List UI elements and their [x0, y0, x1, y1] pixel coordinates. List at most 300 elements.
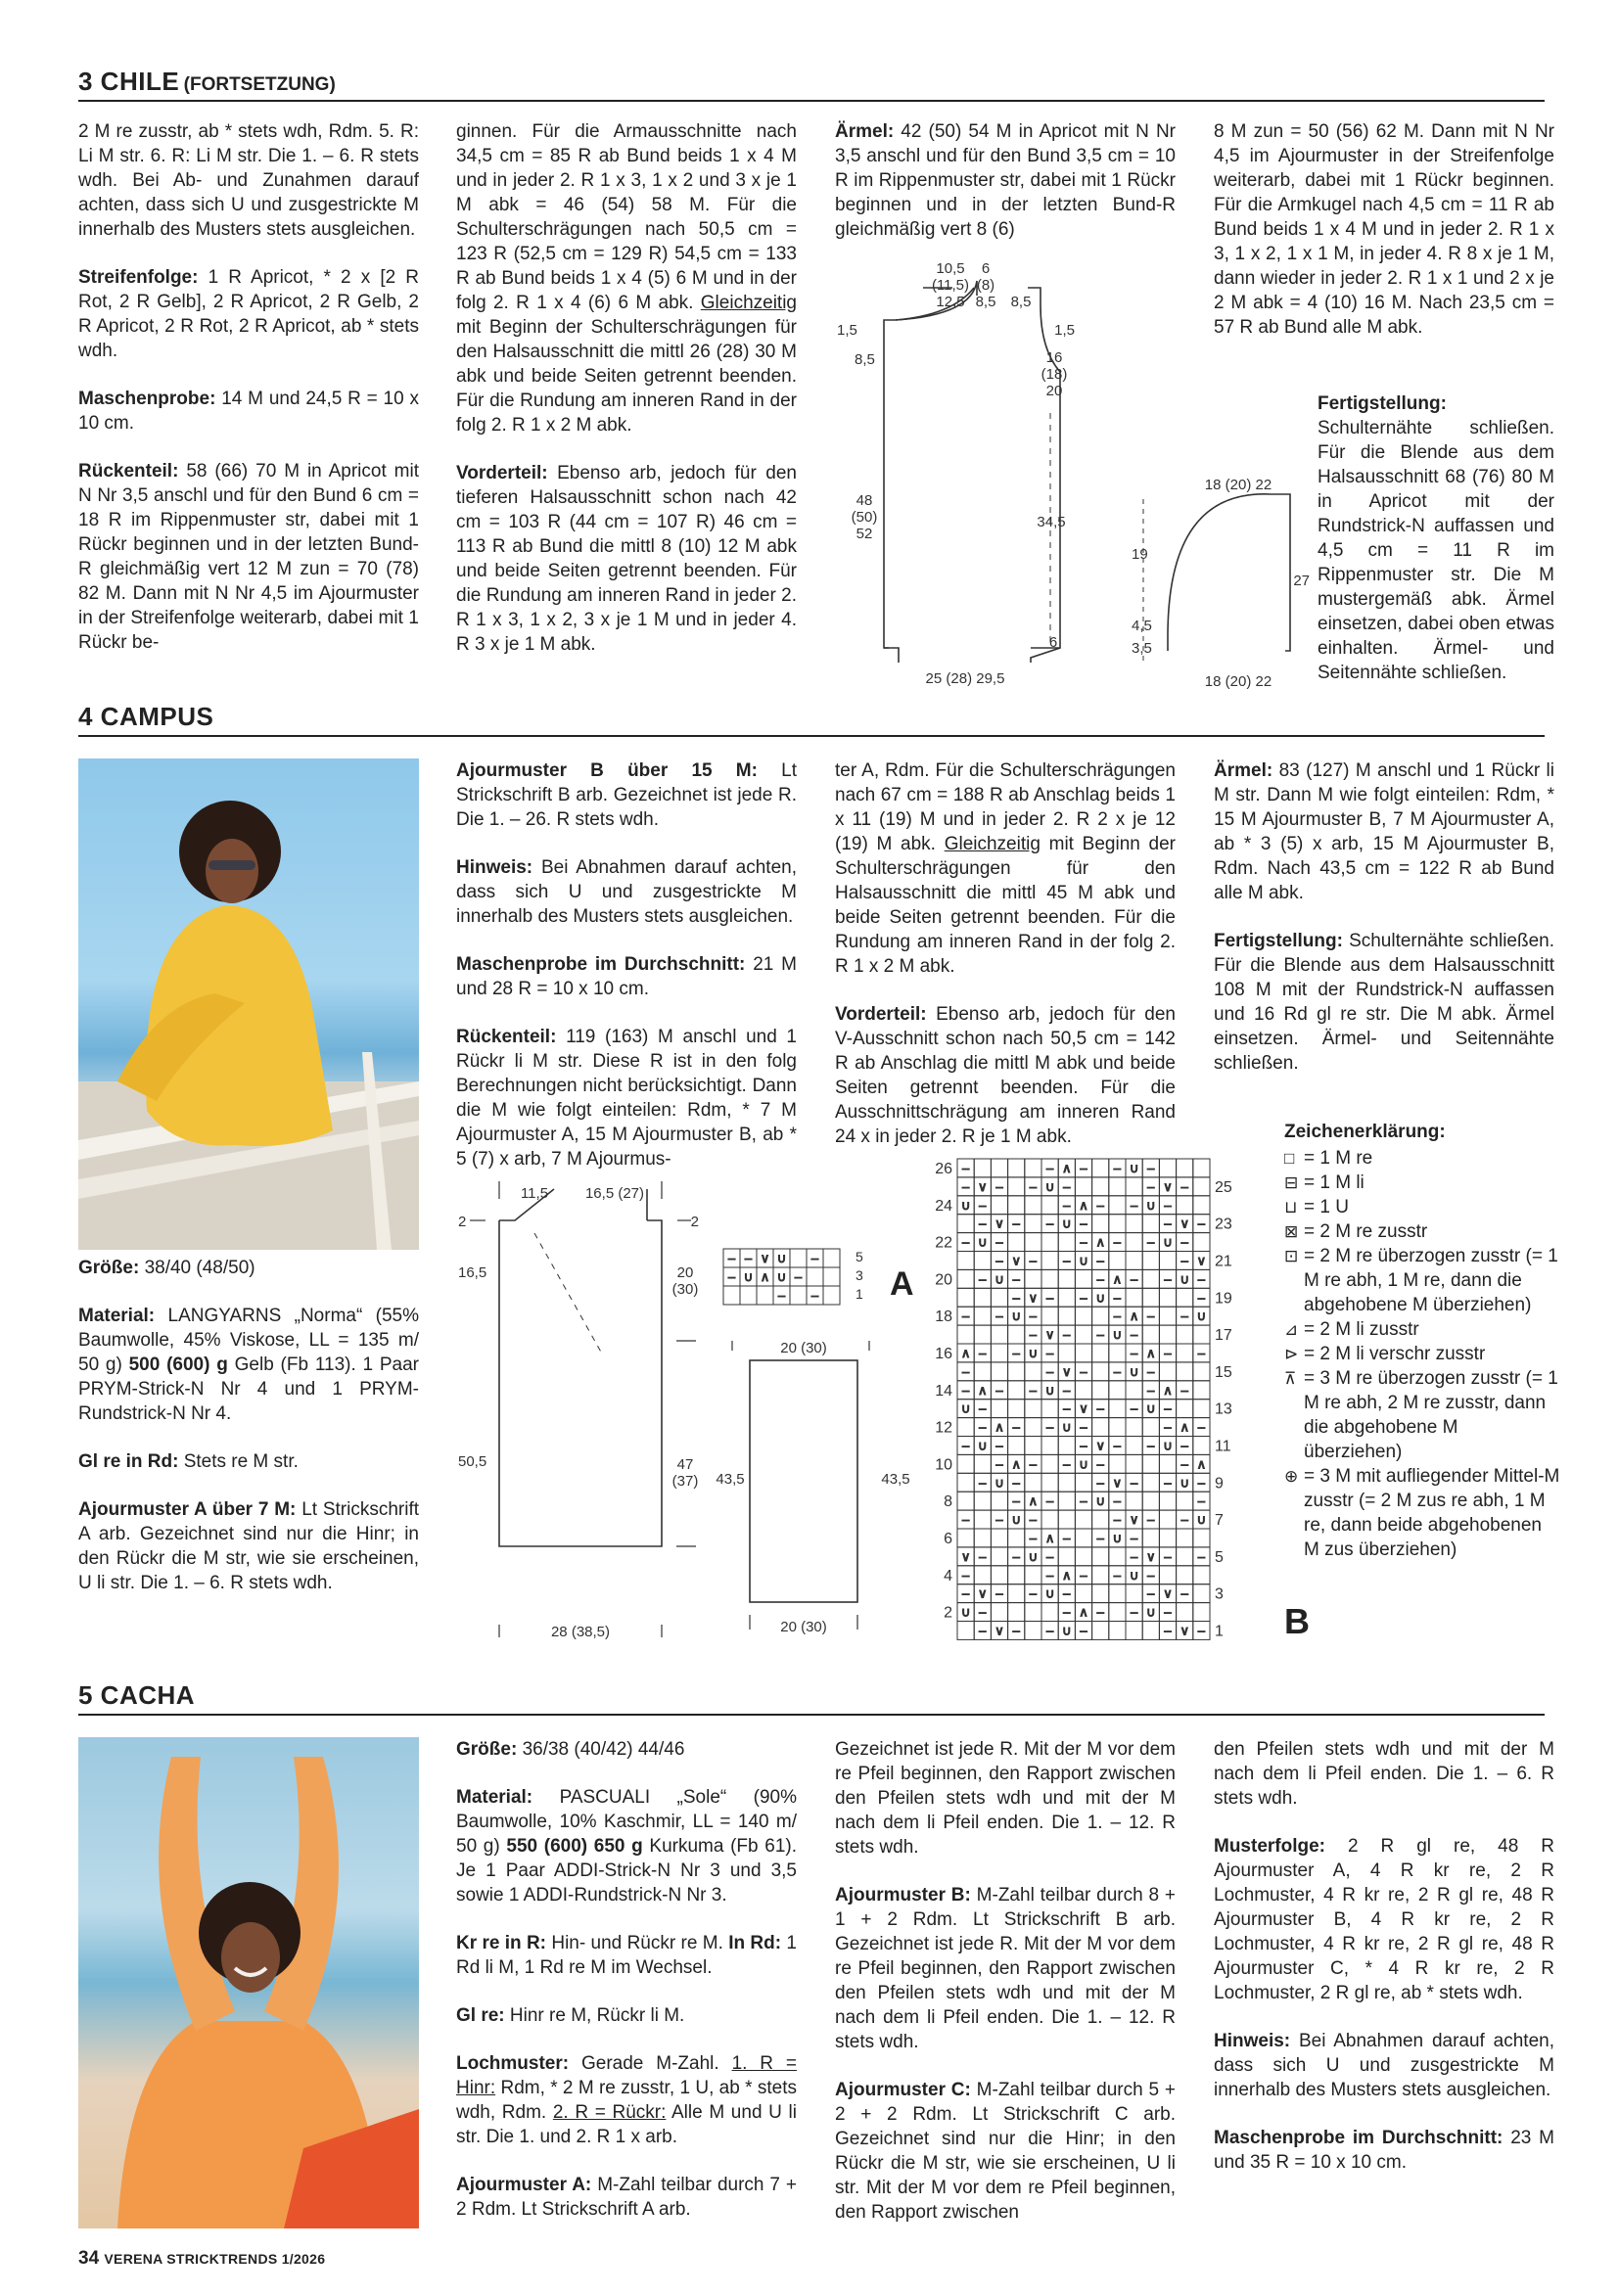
chart-cell: [1159, 1325, 1176, 1344]
chart-cell: [1092, 1547, 1109, 1566]
chart-symbol: ∪: [1044, 1585, 1055, 1601]
chart-symbol: –: [979, 1216, 987, 1231]
row-number: 5: [856, 1249, 863, 1264]
chart-cell: [1008, 1529, 1025, 1547]
section-title: 3 CHILE: [78, 67, 180, 96]
chart-cell: [1025, 1159, 1041, 1177]
chart-cell: [1092, 1215, 1109, 1233]
cacha-col-1: [456, 1737, 797, 2245]
chart-cell: [1109, 1418, 1126, 1437]
chart-symbol: –: [744, 1251, 753, 1265]
chart-symbol: –: [1096, 1253, 1104, 1268]
chart-symbol: –: [1080, 1567, 1087, 1583]
chart-cell: [1159, 1252, 1176, 1270]
chart-cell: [1075, 1473, 1091, 1492]
chart-cell: [1075, 1510, 1091, 1529]
chart-symbol: ∨: [1163, 1178, 1173, 1194]
chart-cell: [1193, 1381, 1210, 1400]
row-number: 4: [944, 1567, 952, 1584]
legend-item: ⊕ = 3 M mit aufliegender Mittel-M zusstr (= 2 M zus re abh, 1 M re, dann beide abgehobenen M zus überziehen): [1284, 1466, 1560, 1560]
legend-item: ⊿ = 2 M li zusstr: [1284, 1319, 1419, 1340]
legend-title: Zeichenerklärung:: [1284, 1122, 1446, 1142]
chart-cell: [957, 1492, 974, 1510]
chart-symbol: –: [1197, 1419, 1206, 1435]
chart-cell: [974, 1362, 991, 1381]
chart-symbol: –: [1113, 1512, 1122, 1528]
dim-label: 1,5: [837, 322, 857, 339]
paragraph: Fertigstellung: Schulternähte schließen. Für die Blende aus dem Halsausschnitt 108 M mit der Rundstrick-N auffassen und 16 Rd gl re str. Die M abk. Ärmel einsetzen. Ärmel- und Seitennähte schließen.: [1214, 931, 1555, 1074]
chart-symbol: ∨: [995, 1216, 1004, 1231]
chart-cell: [1159, 1529, 1176, 1547]
dim-label: 34,5: [1037, 514, 1066, 530]
chart-cell: [991, 1400, 1007, 1418]
chart-cell: [1058, 1307, 1075, 1325]
chart-cell: [1025, 1196, 1041, 1215]
chart-cell: [1126, 1288, 1142, 1307]
chart-symbol: –: [1029, 1531, 1038, 1545]
chart-cell: [1193, 1584, 1210, 1603]
chart-symbol: ∪: [1079, 1456, 1088, 1472]
campus-body-schematic: [456, 1179, 711, 1649]
chart-cell: [1075, 1584, 1091, 1603]
chart-symbol: –: [1113, 1493, 1122, 1509]
row-number: 20: [935, 1271, 952, 1289]
chart-symbol: –: [1130, 1475, 1138, 1491]
chart-symbol: ∧: [960, 1346, 971, 1360]
chart-cell: [957, 1269, 974, 1288]
dim-label: 6: [981, 260, 991, 277]
chart-symbol: ∨: [1028, 1290, 1039, 1306]
chart-cell: [1025, 1269, 1041, 1288]
chart-cell: [1008, 1437, 1025, 1455]
chart-a: [721, 1243, 927, 1316]
chart-cell: [1092, 1566, 1109, 1584]
chart-symbol: –: [1045, 1548, 1054, 1564]
section-header-chile: [78, 67, 1545, 102]
chart-symbol: –: [1180, 1456, 1188, 1472]
chart-symbol: –: [995, 1309, 1003, 1324]
dim-label: 19: [1132, 546, 1148, 563]
chart-cell: [1008, 1177, 1025, 1196]
chart-cell: [757, 1286, 773, 1305]
chart-cell: [1159, 1510, 1176, 1529]
chart-cell: [1092, 1622, 1109, 1640]
chart-cell: [1177, 1325, 1193, 1344]
paragraph: Ärmel: 83 (127) M anschl und 1 Rückr li M str. Dann M wie folgt einteilen: Rdm, * 15 M Ajourmuster B, 7 M Ajourmuster A, ab * 3 (5) x arb, 15 M Ajourmuster B, Rdm. Nach 43,5 cm = 122 R ab Bund alle M abk.: [1214, 760, 1554, 903]
yarn-over-icon: ⊔: [1284, 1198, 1298, 1217]
chart-symbol: –: [1080, 1438, 1087, 1453]
magazine-name: VERENA STRICKTRENDS 1/2026: [104, 2251, 326, 2267]
chart-symbol: –: [961, 1363, 970, 1379]
legend-item: □ = 1 M re: [1284, 1148, 1373, 1169]
chart-symbol: –: [1113, 1234, 1122, 1250]
paragraph: Ajourmuster C: M-Zahl teilbar durch 5 + 2 + 2 Rdm. Lt Strickschrift C arb. Gezeichnet sind nur die Hinr; in den Rückr die M str, wie sie erscheinen, U li str. Mit der M vor dem re Pfeil beginnen, den Rapport zwischen: [835, 2080, 1177, 2223]
chart-cell: [1025, 1473, 1041, 1492]
chart-symbol: –: [1080, 1161, 1087, 1175]
dim-label: (11,5): [931, 277, 970, 294]
page-number: 34: [78, 2248, 100, 2269]
dim-label: 47: [676, 1456, 694, 1473]
chart-symbol: –: [1045, 1216, 1054, 1231]
chart-cell: [1058, 1344, 1075, 1362]
paragraph: Lochmuster: Gerade M-Zahl. 1. R = Hinr: Rdm, * 2 M re zusstr, 1 U, ab * stets wdh, Rdm. 2. R = Rückr: Alle M und U li str. Die 1. und 2. R 1 x arb.: [456, 2053, 798, 2147]
chart-b: [920, 1155, 1253, 1644]
paragraph: Ärmel: 42 (50) 54 M in Apricot mit N Nr 3,5 anschl und für den Bund 3,5 cm = 10 R im Rippenmuster str, dabei mit 1 Rückr beginnen und in der letzten Bund-R gleichmäßig vert 8 (6): [835, 121, 1176, 240]
dim-label: 12,5: [936, 294, 965, 310]
chart-symbol: –: [1164, 1604, 1172, 1620]
chart-symbol: –: [1012, 1623, 1020, 1638]
dim-label: 20: [676, 1264, 694, 1281]
row-number: 18: [935, 1309, 952, 1326]
chart-symbol: –: [1197, 1346, 1206, 1360]
paragraph: Ajourmuster B über 15 M: Lt Strickschrift B arb. Gezeichnet ist jede R. Die 1. – 26. R stets wdh.: [456, 760, 797, 830]
paragraph: Material: LANGYARNS „Norma“ (55% Baumwolle, 45% Viskose, LL = 135 m/ 50 g) 500 (600) g Gelb (Fb 113). 1 Paar PRYM-Strick-N Nr 4 und 1 PRYM-Rundstrick-N Nr 4.: [78, 1306, 420, 1424]
row-number: 1: [1215, 1623, 1224, 1640]
row-number: 13: [1215, 1401, 1232, 1418]
chart-symbol: –: [1113, 1290, 1122, 1306]
chart-cell: [1075, 1344, 1091, 1362]
chart-cell: [1075, 1325, 1091, 1344]
chart-cell: [1025, 1362, 1041, 1381]
chart-symbol: –: [1012, 1346, 1020, 1360]
chart-cell: [957, 1288, 974, 1307]
chart-cell: [974, 1252, 991, 1270]
chart-symbol: ∨: [978, 1585, 988, 1601]
row-number: 16: [935, 1346, 952, 1362]
chart-symbol: –: [1063, 1456, 1071, 1472]
chart-cell: [1109, 1400, 1126, 1418]
chart-cell: [1193, 1325, 1210, 1344]
chart-symbol: ∧: [1079, 1604, 1088, 1620]
chart-symbol: ∪: [1062, 1419, 1072, 1435]
chart-symbol: –: [1147, 1438, 1155, 1453]
chart-cell: [1109, 1547, 1126, 1566]
chart-symbol: –: [1147, 1178, 1155, 1194]
section-title: 5 CACHA: [78, 1680, 196, 1710]
chart-symbol: ∪: [1062, 1623, 1072, 1638]
chart-symbol: –: [995, 1382, 1003, 1398]
chart-cell: [1008, 1400, 1025, 1418]
legend-item: ⊳ = 2 M li verschr zusstr: [1284, 1344, 1486, 1364]
paragraph: Vorderteil: Ebenso arb, jedoch für den V-Ausschnitt schon nach 50,5 cm = 142 R ab Anschlag die mittl M abk und beide Seiten getrennt beenden. Für die Ausschnittschrägung am inneren Rand 24 x in jeder 2. R je 1 M abk.: [835, 1004, 1176, 1147]
chart-cell: [1126, 1252, 1142, 1270]
paragraph: Rückenteil: 119 (163) M anschl und 1 Rückr li M str. Diese R ist in den folg Berechnungen nicht berücksichtigt. Dann die M wie folgt einteilen: Rdm, * 7 M Ajourmuster A, 15 M Ajourmuster B, ab * 5 (7) x arb, 7 M Ajourmus-: [456, 1027, 797, 1170]
chart-symbol: –: [1029, 1382, 1038, 1398]
chart-symbol: –: [961, 1161, 970, 1175]
chart-symbol: –: [1197, 1475, 1206, 1491]
chart-symbol: –: [961, 1309, 970, 1324]
chart-cell: [1126, 1177, 1142, 1196]
row-number: 6: [944, 1531, 952, 1547]
paragraph: Material: PASCUALI „Sole“ (90% Baumwolle, 10% Kaschmir, LL = 140 m/ 50 g) 550 (600) 650 g Kurkuma (Fb 61). Je 1 Paar ADDI-Strick-N Nr 3 und 3,5 sowie 1 ADDI-Rundstrick-N Nr 3.: [456, 1787, 798, 1906]
chart-symbol: ∪: [1146, 1401, 1156, 1416]
paragraph: Gezeichnet ist jede R. Mit der M vor dem re Pfeil beginnen, den Rapport zwischen den Pfeilen stets wdh und mit der M nach dem li Pfeil enden. Die 1. – 12. R stets wdh.: [835, 1739, 1176, 1858]
chart-symbol: ∧: [1011, 1456, 1021, 1472]
chart-symbol: ∨: [978, 1178, 988, 1194]
chart-cell: [1008, 1566, 1025, 1584]
chart-symbol: ∨: [1079, 1401, 1088, 1416]
chart-cell: [1092, 1177, 1109, 1196]
chart-cell: [1126, 1437, 1142, 1455]
chart-symbol: –: [1063, 1327, 1071, 1343]
chart-cell: [1109, 1344, 1126, 1362]
dim-label: 27: [1293, 573, 1310, 589]
chart-cell: [1177, 1362, 1193, 1381]
legend-item: ⊼ = 3 M re überzogen zusstr (= 1 M re abh, 2 M re zusstr, dann die abgehobene M überziehen): [1284, 1368, 1558, 1462]
paragraph: Größe: 36/38 (40/42) 44/46: [456, 1739, 685, 1760]
chart-cell: [1092, 1159, 1109, 1177]
chart-symbol: –: [1180, 1512, 1188, 1528]
chart-symbol: ∪: [1062, 1216, 1072, 1231]
chart-symbol: –: [1096, 1604, 1104, 1620]
chart-symbol: –: [1045, 1290, 1054, 1306]
paragraph: Kr re in R: Hin- und Rückr re M. In Rd: 1 Rd li M, 1 Rd re M im Wechsel.: [456, 1933, 797, 1978]
chart-cell: [1041, 1603, 1058, 1622]
chart-cell: [974, 1492, 991, 1510]
chart-cell: [1025, 1437, 1041, 1455]
chart-symbol: –: [1029, 1585, 1038, 1601]
paragraph: Größe: 38/40 (48/50): [78, 1258, 255, 1278]
chart-cell: [740, 1286, 757, 1305]
chart-cell: [957, 1529, 974, 1547]
chart-symbol: –: [1164, 1401, 1172, 1416]
chart-symbol: –: [1164, 1548, 1172, 1564]
chart-symbol: ∪: [776, 1251, 787, 1265]
dim-label: 16: [1045, 349, 1063, 366]
chart-cell: [723, 1286, 740, 1305]
chart-cell: [790, 1249, 807, 1267]
chart-cell: [1159, 1159, 1176, 1177]
chart-symbol: ∪: [1011, 1512, 1021, 1528]
chart-symbol: ∪: [1095, 1493, 1105, 1509]
dim-label: 20 (30): [780, 1619, 827, 1635]
chart-cell: [1142, 1473, 1159, 1492]
chart-symbol: ∪: [1028, 1548, 1039, 1564]
chart-symbol: –: [1045, 1493, 1054, 1509]
chart-cell: [1008, 1233, 1025, 1252]
chart-cell: [1126, 1418, 1142, 1437]
chart-symbol: ∨: [1129, 1512, 1139, 1528]
chart-symbol: –: [1080, 1234, 1087, 1250]
row-number: 2: [944, 1604, 952, 1622]
chart-symbol: ∪: [1163, 1438, 1173, 1453]
chart-symbol: –: [1147, 1585, 1155, 1601]
chart-symbol: ∧: [1180, 1419, 1189, 1435]
section-header-cacha: [78, 1680, 1545, 1716]
knit-icon: □: [1284, 1149, 1295, 1168]
legend: [1284, 1120, 1560, 1562]
chart-symbol: ∪: [1129, 1567, 1139, 1583]
chart-symbol: ∪: [1112, 1327, 1123, 1343]
chart-symbol: –: [1096, 1456, 1104, 1472]
paragraph: Maschenprobe: 14 M und 24,5 R = 10 x 10 cm.: [78, 389, 419, 434]
row-number: 3: [856, 1267, 863, 1283]
paragraph: Vorderteil: Ebenso arb, jedoch für den tieferen Halsausschnitt schon nach 42 cm = 103 R (44 cm = 107 R) 46 cm = 113 R ab Bund die mittl 8 (10) 12 M abk und beide Seiten getrennt beenden. Für die Rundung am inneren Rand in jeder 2. R 1 x 3, 1 x 2, 3 x je 1 M und in jeder 4. R 3 x je 1 M abk.: [456, 463, 797, 655]
chart-symbol: –: [1045, 1363, 1054, 1379]
row-number: 8: [944, 1493, 952, 1511]
chart-cell: [1159, 1566, 1176, 1584]
dim-label: (18): [1041, 366, 1068, 383]
chart-symbol: ∨: [1062, 1363, 1072, 1379]
chart-symbol: ∪: [1112, 1531, 1123, 1545]
chart-cell: [1041, 1307, 1058, 1325]
chart-cell: [1159, 1307, 1176, 1325]
chart-symbol: –: [979, 1401, 987, 1416]
chart-cell: [1109, 1381, 1126, 1400]
chart-cell: [1041, 1196, 1058, 1215]
chart-cell: [1193, 1233, 1210, 1252]
campus-col-1: [78, 1256, 419, 1619]
chart-cell: [974, 1566, 991, 1584]
chart-symbol: –: [777, 1288, 786, 1303]
chart-symbol: –: [810, 1251, 819, 1265]
row-number: 14: [935, 1382, 952, 1400]
chart-cell: [1177, 1566, 1193, 1584]
cacha-col-2: [835, 1737, 1176, 2248]
campus-col-3: [835, 758, 1176, 1172]
chart-symbol: –: [1063, 1197, 1071, 1213]
chart-symbol: –: [1113, 1438, 1122, 1453]
chart-symbol: –: [1164, 1271, 1172, 1287]
chart-symbol: –: [1080, 1290, 1087, 1306]
chart-cell: [1058, 1233, 1075, 1252]
chart-cell: [1075, 1547, 1091, 1566]
chart-cell: [1159, 1492, 1176, 1510]
paragraph: Ajourmuster A: M-Zahl teilbar durch 7 + 2 Rdm. Lt Strickschrift A arb.: [456, 2175, 798, 2220]
chart-symbol: –: [1147, 1382, 1155, 1398]
campus-photo: [78, 758, 419, 1250]
chart-symbol: –: [727, 1269, 736, 1284]
p2tog-tbl-icon: ⊳: [1284, 1345, 1299, 1363]
chart-symbol: –: [1147, 1234, 1155, 1250]
chart-symbol: –: [1029, 1253, 1038, 1268]
chart-symbol: –: [1130, 1271, 1138, 1287]
chart-symbol: ∨: [1044, 1327, 1055, 1343]
paragraph: den Pfeilen stets wdh und mit der M nach dem li Pfeil enden. Die 1. – 6. R stets wdh.: [1214, 1739, 1554, 1809]
chart-symbol: –: [1147, 1512, 1155, 1528]
chart-symbol: –: [1096, 1531, 1104, 1545]
chart-cell: [1142, 1454, 1159, 1473]
dim-label: 20 (30): [780, 1340, 827, 1356]
paragraph: Gl re: Hinr re M, Rückr li M.: [456, 2005, 685, 2026]
chart-cell: [1177, 1529, 1193, 1547]
paragraph: Fertigstellung: Schulternähte schließen. Für die Blende aus dem Halsausschnitt 68 (76) 80 M in Apricot mit der Rundstrick-N auffassen und 4,5 cm = 11 R im Rippenmuster str. Die M mustergemäß abk. Ärmel einsetzen, dabei oben etwas einhalten. Ärmel- und Seitennähte schließen.: [1318, 393, 1554, 683]
chart-symbol: ∪: [1079, 1253, 1088, 1268]
paragraph: Musterfolge: 2 R gl re, 48 R Ajourmuster A, 4 R kr re, 2 R Lochmuster, 4 R kr re, 2 R gl re, 48 R Ajourmuster B, 4 R kr re, 2 R Lochmuster, 4 R kr re, 2 R gl re, 48 R Ajourmuster C, * 4 R kr re, 2 R Lochmuster, 2 R gl re, ab * stets wdh.: [1214, 1836, 1554, 2003]
chart-symbol: ∧: [1129, 1309, 1139, 1324]
chart-cell: [1109, 1622, 1126, 1640]
chart-symbol: –: [1012, 1493, 1020, 1509]
p2tog-icon: ⊿: [1284, 1320, 1299, 1339]
chart-cell: [1025, 1418, 1041, 1437]
dim-label: (30): [671, 1281, 699, 1298]
dim-label: 52: [856, 526, 873, 542]
chart-symbol: ∨: [1180, 1216, 1189, 1231]
chart-symbol: ∪: [1129, 1161, 1139, 1175]
chart-symbol: ∧: [1062, 1567, 1072, 1583]
chart-symbol: –: [1012, 1271, 1020, 1287]
legend-item: ⊠ = 2 M re zusstr: [1284, 1221, 1428, 1242]
chart-cell: [1177, 1492, 1193, 1510]
chart-symbol: –: [1096, 1271, 1104, 1287]
chart-cell: [1075, 1177, 1091, 1196]
chart-symbol: –: [1147, 1363, 1155, 1379]
chart-symbol: ∧: [978, 1382, 988, 1398]
dim-label: 1,5: [1054, 322, 1075, 339]
sk2p-icon: ⊼: [1284, 1369, 1297, 1388]
chart-cell: [1193, 1566, 1210, 1584]
ssk-icon: ⊡: [1284, 1247, 1299, 1265]
chart-symbol: –: [1063, 1401, 1071, 1416]
chart-cell: [957, 1418, 974, 1437]
row-number: 25: [1215, 1178, 1232, 1196]
row-number: 1: [856, 1286, 863, 1302]
chart-cell: [1109, 1584, 1126, 1603]
chart-symbol: –: [1130, 1197, 1138, 1213]
chart-symbol: –: [1045, 1161, 1054, 1175]
chart-cell: [1142, 1252, 1159, 1270]
chile-col-4: [1214, 119, 1554, 363]
chart-cell: [1177, 1196, 1193, 1215]
chart-cell: [1041, 1437, 1058, 1455]
dim-label: 16,5 (27): [584, 1185, 645, 1202]
chart-cell: [1126, 1215, 1142, 1233]
chart-symbol: –: [1063, 1382, 1071, 1398]
dim-label: 3,5: [1132, 640, 1152, 657]
chart-symbol: ∧: [1163, 1382, 1173, 1398]
dim-label: 8,5: [1010, 294, 1032, 310]
dim-label: 8,5: [855, 351, 875, 368]
chart-cell: [823, 1267, 840, 1286]
chart-symbol: ∪: [1044, 1382, 1055, 1398]
cacha-col-3: [1214, 1737, 1554, 2198]
chart-symbol: –: [1164, 1475, 1172, 1491]
chart-cell: [1193, 1400, 1210, 1418]
chart-symbol: –: [995, 1438, 1003, 1453]
row-number: 15: [1215, 1363, 1232, 1381]
dim-label: 18 (20) 22: [1204, 477, 1272, 493]
chart-cell: [1041, 1510, 1058, 1529]
chart-symbol: –: [1197, 1548, 1206, 1564]
chart-symbol: ∧: [1112, 1271, 1123, 1287]
chart-symbol: –: [1130, 1548, 1138, 1564]
chart-cell: [974, 1325, 991, 1344]
chart-symbol: ∪: [1180, 1271, 1189, 1287]
chart-cell: [991, 1603, 1007, 1622]
chart-symbol: –: [1080, 1216, 1087, 1231]
chart-cell: [974, 1307, 991, 1325]
chart-symbol: –: [1130, 1531, 1138, 1545]
dim-label: 18 (20) 22: [1204, 673, 1272, 690]
chart-symbol: –: [1063, 1604, 1071, 1620]
row-number: 10: [935, 1456, 952, 1474]
chart-symbol: ∪: [978, 1234, 988, 1250]
chart-cell: [1109, 1196, 1126, 1215]
dim-label: (37): [671, 1473, 699, 1490]
chart-symbol: ∨: [760, 1251, 770, 1265]
chart-symbol: ∪: [960, 1401, 971, 1416]
purl-icon: ⊟: [1284, 1173, 1299, 1192]
chart-symbol: ∨: [1196, 1253, 1207, 1268]
dim-label: 48: [856, 492, 873, 509]
chart-cell: [1008, 1159, 1025, 1177]
chart-symbol: ∪: [978, 1438, 988, 1453]
chart-symbol: –: [1029, 1327, 1038, 1343]
chart-symbol: ∪: [995, 1271, 1004, 1287]
chart-symbol: –: [1096, 1327, 1104, 1343]
chart-symbol: –: [1063, 1178, 1071, 1194]
chart-cell: [1142, 1622, 1159, 1640]
